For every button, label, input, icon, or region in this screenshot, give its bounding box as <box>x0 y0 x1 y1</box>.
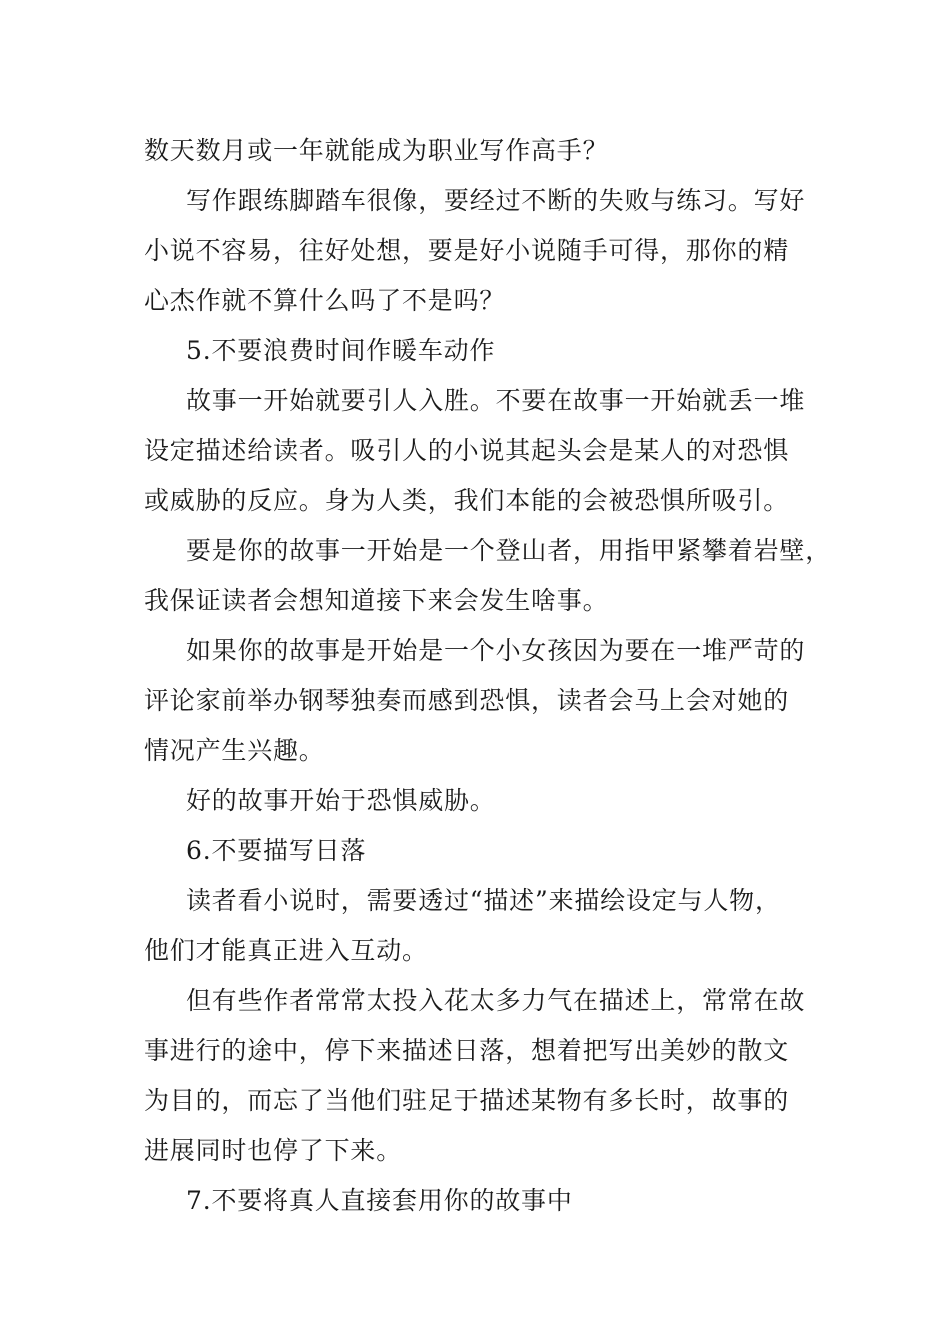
text-line: 为目的，而忘了当他们驻足于描述某物有多长时，故事的 <box>144 1086 790 1115</box>
text-line: 故事一开始就要引人入胜。不要在故事一开始就丢一堆 <box>186 386 806 415</box>
text-line: 好的故事开始于恐惧威胁。 <box>186 786 496 815</box>
text-line: 数天数月或一年就能成为职业写作高手？ <box>144 136 609 165</box>
text-line: 情况产生兴趣。 <box>144 736 325 765</box>
text-line: 心杰作就不算什么吗了不是吗？ <box>144 286 506 315</box>
section-heading: 5.不要浪费时间作暖车动作 <box>186 336 496 365</box>
text-line: 写作跟练脚踏车很像，要经过不断的失败与练习。写好 <box>186 186 806 215</box>
text-line: 读者看小说时，需要透过“描述”来描绘设定与人物， <box>186 886 781 915</box>
text-line: 要是你的故事一开始是一个登山者，用指甲紧攀着岩壁， <box>186 536 832 565</box>
section-heading: 7.不要将真人直接套用你的故事中 <box>186 1186 573 1215</box>
section-heading: 6.不要描写日落 <box>186 836 367 865</box>
text-line: 进展同时也停了下来。 <box>144 1136 403 1165</box>
text-line: 评论家前举办钢琴独奏而感到恐惧，读者会马上会对她的 <box>144 686 790 715</box>
text-line: 或威胁的反应。身为人类，我们本能的会被恐惧所吸引。 <box>144 486 790 515</box>
text-line: 他们才能真正进入互动。 <box>144 936 428 965</box>
text-line: 小说不容易，往好处想，要是好小说随手可得，那你的精 <box>144 236 790 265</box>
text-line: 我保证读者会想知道接下来会发生啥事。 <box>144 586 609 615</box>
text-line: 但有些作者常常太投入花太多力气在描述上，常常在故 <box>186 986 806 1015</box>
text-line: 设定描述给读者。吸引人的小说其起头会是某人的对恐惧 <box>144 436 790 465</box>
text-line: 事进行的途中，停下来描述日落，想着把写出美妙的散文 <box>144 1036 790 1065</box>
text-line: 如果你的故事是开始是一个小女孩因为要在一堆严苛的 <box>186 636 806 665</box>
